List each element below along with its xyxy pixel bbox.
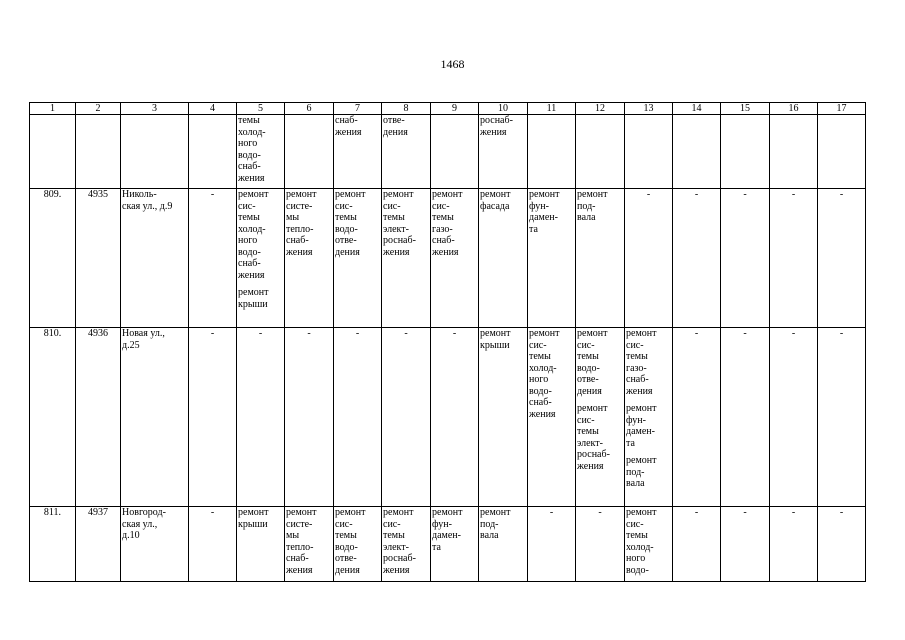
repair-work-col10 (479, 507, 528, 582)
text-line: под- (626, 466, 645, 478)
repair-item (383, 189, 429, 258)
text-line: сис- (577, 414, 595, 426)
text-line: жения (286, 564, 313, 576)
text-line: элект- (577, 437, 603, 449)
repair-item (480, 328, 526, 351)
repair-work-col10 (479, 328, 528, 507)
text-line: ремонт (383, 507, 414, 518)
repair-work-col10 (479, 189, 528, 328)
column-number-10: 10 (479, 103, 528, 115)
text-line: отве- (335, 553, 357, 564)
column-number-16: 16 (770, 103, 818, 115)
repair-item (626, 455, 671, 490)
text-line: под- (577, 200, 596, 212)
text-line: темы (335, 212, 357, 223)
text-line: ремонт (335, 507, 366, 518)
column-number-14: 14 (673, 103, 721, 115)
repair-item (335, 189, 380, 258)
text-line: холод- (238, 223, 266, 235)
text-line: дения (577, 385, 602, 397)
row-number: 811. (30, 507, 76, 582)
text-line: жения (286, 246, 313, 258)
cell (770, 115, 818, 189)
cell (528, 115, 576, 189)
column-number-17: 17 (818, 103, 866, 115)
text-line: Новгород- (122, 507, 166, 518)
repair-work-col8 (382, 189, 431, 328)
text-line: фун- (626, 414, 646, 426)
column-number-8: 8 (382, 103, 431, 115)
text-line: сис- (626, 518, 644, 530)
text-line: ремонт (238, 507, 269, 518)
text-line: снаб- (529, 397, 552, 408)
text-line: газо- (432, 223, 453, 235)
repair-item (529, 189, 574, 235)
empty-value-dash: - (721, 189, 770, 328)
repair-item (432, 189, 477, 258)
address (121, 507, 189, 582)
text-line: жения (238, 269, 265, 281)
text-line: темы (626, 351, 648, 362)
cell-col5 (237, 115, 285, 189)
text-line: роснаб- (577, 449, 610, 460)
text-line: снаб- (286, 553, 309, 564)
text-line: сис- (577, 339, 595, 351)
empty-value-dash: - (285, 328, 334, 507)
cell (576, 115, 625, 189)
text-line: жения (383, 246, 410, 258)
repair-work-col12 (576, 189, 625, 328)
text-line: сис- (335, 518, 353, 530)
repair-work-col6 (285, 189, 334, 328)
cell (121, 115, 189, 189)
text-line: Новая ул., (122, 328, 165, 339)
column-number-2: 2 (76, 103, 121, 115)
text-line: роснаб- (383, 553, 416, 564)
text-line: вала (626, 478, 645, 489)
text-line: темы (577, 351, 599, 362)
text-line: темы (529, 351, 551, 362)
text-line: ремонт (626, 507, 657, 518)
repair-schedule-table (29, 102, 866, 582)
text-line: ремонт (383, 189, 414, 200)
text-line: водо- (335, 541, 358, 553)
text-line: отве- (335, 235, 357, 246)
table-row (30, 189, 866, 328)
text-line: та (432, 541, 441, 553)
text-line: жения (480, 126, 507, 138)
cell (30, 115, 76, 189)
text-line: ремонт (480, 507, 511, 518)
empty-value-dash: - (770, 328, 818, 507)
text-line: дамен- (626, 426, 655, 437)
row-number: 810. (30, 328, 76, 507)
text-line: мы (286, 530, 300, 541)
empty-value-dash: - (770, 189, 818, 328)
text-line: фун- (432, 518, 452, 530)
building-code: 4935 (76, 189, 121, 328)
text-line: ремонт (238, 189, 269, 200)
text-line: роснаб- (480, 115, 513, 126)
cell-col8 (382, 115, 431, 189)
column-number-5: 5 (237, 103, 285, 115)
text-line: роснаб- (383, 235, 416, 246)
repair-item (286, 507, 332, 576)
repair-item (335, 507, 380, 576)
text-line: ремонт (529, 189, 560, 200)
cell (673, 115, 721, 189)
empty-value-dash: - (770, 507, 818, 582)
empty-value-dash: - (431, 328, 479, 507)
text-line: жения (383, 564, 410, 576)
text-line: темы (238, 212, 260, 223)
column-number-row (30, 103, 866, 115)
repair-work-col5 (237, 507, 285, 582)
text-line: ремонт (626, 455, 657, 466)
text-line: дамен- (432, 530, 461, 541)
repair-work-col11 (528, 328, 576, 507)
repair-item (626, 403, 671, 449)
text-line: холод- (238, 126, 266, 138)
text-line: жения (335, 126, 362, 138)
text-line: систе- (286, 200, 313, 212)
text-line: жения (432, 246, 459, 258)
empty-value-dash: - (673, 328, 721, 507)
text-line: газо- (626, 362, 647, 374)
text-line: крыши (238, 298, 268, 310)
repair-item (626, 328, 671, 397)
cell-col10 (479, 115, 528, 189)
text-line: ремонт (335, 189, 366, 200)
text-line: ремонт (626, 328, 657, 339)
repair-work-col5 (237, 189, 285, 328)
empty-value-dash: - (721, 328, 770, 507)
text-line: темы (383, 212, 405, 223)
text-line: сис- (238, 200, 256, 212)
cell (818, 115, 866, 189)
address (121, 189, 189, 328)
repair-item (238, 287, 283, 310)
text-line: жения (238, 172, 265, 184)
repair-item (577, 403, 623, 472)
text-line: жения (529, 408, 556, 420)
column-number-7: 7 (334, 103, 382, 115)
text-line: ская ул., д.9 (122, 200, 173, 212)
text-line: темы (432, 212, 454, 223)
text-line: тепло- (286, 541, 314, 553)
text-line: снаб- (335, 115, 358, 126)
repair-item (238, 189, 283, 281)
repair-work-col13 (625, 507, 673, 582)
text-line: тепло- (286, 223, 314, 235)
text-line: ного (238, 138, 258, 149)
repair-item (383, 507, 429, 576)
text-line: сис- (383, 200, 401, 212)
text-line: снаб- (626, 374, 649, 385)
text-line: мы (286, 212, 300, 223)
text-line: жения (626, 385, 653, 397)
text-line: ская ул., (122, 518, 158, 530)
text-line: ного (238, 235, 258, 246)
repair-item (480, 507, 526, 542)
text-line: отве- (383, 115, 405, 126)
repair-work-col12 (576, 328, 625, 507)
repair-item (529, 328, 574, 420)
text-line: та (529, 223, 538, 235)
text-line: дения (335, 564, 360, 576)
text-line: водо- (577, 362, 600, 374)
text-line: сис- (529, 339, 547, 351)
text-line: фун- (529, 200, 549, 212)
repair-work-col9 (431, 507, 479, 582)
column-number-9: 9 (431, 103, 479, 115)
text-line: ремонт (577, 189, 608, 200)
repair-item (286, 189, 332, 258)
text-line: темы (577, 426, 599, 437)
text-line: водо- (238, 246, 261, 258)
text-line: сис- (626, 339, 644, 351)
text-line: холод- (529, 362, 557, 374)
empty-value-dash: - (673, 507, 721, 582)
empty-value-dash: - (818, 189, 866, 328)
column-number-4: 4 (189, 103, 237, 115)
empty-value-dash: - (237, 328, 285, 507)
cell (721, 115, 770, 189)
text-line: ремонт (238, 287, 269, 298)
text-line: сис- (335, 200, 353, 212)
cell (76, 115, 121, 189)
text-line: ремонт (529, 328, 560, 339)
text-line: ремонт (286, 507, 317, 518)
text-line: ного (529, 374, 549, 385)
repair-work-col7 (334, 189, 382, 328)
text-line: д.10 (122, 530, 140, 541)
text-line: дамен- (529, 212, 558, 223)
text-line: Николь- (122, 189, 157, 200)
building-code: 4937 (76, 507, 121, 582)
text-line: элект- (383, 541, 409, 553)
text-line: темы (238, 115, 260, 126)
text-line: водо- (335, 223, 358, 235)
text-line: отве- (577, 374, 599, 385)
text-line: та (626, 437, 635, 449)
text-line: ного (626, 553, 646, 564)
text-line: крыши (238, 518, 268, 530)
text-line: темы (335, 530, 357, 541)
repair-work-col6 (285, 507, 334, 582)
column-number-3: 3 (121, 103, 189, 115)
text-line: ремонт (432, 507, 463, 518)
repair-work-col7 (334, 507, 382, 582)
page-number: 1468 (440, 57, 465, 71)
text-line: снаб- (286, 235, 309, 246)
text-line: ремонт (577, 328, 608, 339)
repair-work-col9 (431, 189, 479, 328)
cell-col7 (334, 115, 382, 189)
repair-item (626, 507, 671, 576)
cell (189, 115, 237, 189)
text-line: холод- (626, 541, 654, 553)
repair-item (432, 507, 477, 553)
text-line: д.25 (122, 339, 140, 351)
text-line: снаб- (432, 235, 455, 246)
text-line: элект- (383, 223, 409, 235)
text-line: ремонт (286, 189, 317, 200)
empty-value-dash: - (818, 328, 866, 507)
text-line: ремонт (577, 403, 608, 414)
column-number-12: 12 (576, 103, 625, 115)
text-line: ремонт (480, 189, 511, 200)
address (121, 328, 189, 507)
text-line: ремонт (432, 189, 463, 200)
text-line: дения (383, 126, 408, 138)
repair-work-col13 (625, 328, 673, 507)
column-number-15: 15 (721, 103, 770, 115)
column-number-13: 13 (625, 103, 673, 115)
text-line: вала (480, 530, 499, 541)
empty-value-dash: - (673, 189, 721, 328)
building-code: 4936 (76, 328, 121, 507)
text-line: снаб- (238, 258, 261, 269)
repair-work-col11 (528, 189, 576, 328)
text-line: ремонт (626, 403, 657, 414)
empty-value-dash: - (189, 189, 237, 328)
text-line: дения (335, 246, 360, 258)
empty-value-dash: - (382, 328, 431, 507)
repair-item (577, 189, 623, 224)
text-line: темы (626, 530, 648, 541)
column-number-6: 6 (285, 103, 334, 115)
repair-item (238, 507, 283, 530)
repair-item (480, 189, 526, 212)
table-row (30, 507, 866, 582)
text-line: водо- (529, 385, 552, 397)
cell (285, 115, 334, 189)
row-number: 809. (30, 189, 76, 328)
column-number-1: 1 (30, 103, 76, 115)
text-line: ремонт (480, 328, 511, 339)
text-line: под- (480, 518, 499, 530)
text-line: жения (577, 460, 604, 472)
text-line: водо- (626, 564, 649, 576)
text-line: вала (577, 212, 596, 223)
cell (431, 115, 479, 189)
empty-value-dash: - (721, 507, 770, 582)
text-line: сис- (432, 200, 450, 212)
text-line: темы (383, 530, 405, 541)
empty-value-dash: - (334, 328, 382, 507)
empty-value-dash: - (189, 507, 237, 582)
text-line: сис- (383, 518, 401, 530)
text-line: систе- (286, 518, 313, 530)
cell (625, 115, 673, 189)
empty-value-dash: - (576, 507, 625, 582)
text-line: крыши (480, 339, 510, 351)
repair-work-col8 (382, 507, 431, 582)
repair-item (577, 328, 623, 397)
column-number-11: 11 (528, 103, 576, 115)
text-line: фасада (480, 200, 510, 212)
empty-value-dash: - (818, 507, 866, 582)
empty-value-dash: - (625, 189, 673, 328)
table-row (30, 328, 866, 507)
text-line: водо- (238, 149, 261, 161)
text-line: снаб- (238, 161, 261, 172)
empty-value-dash: - (189, 328, 237, 507)
empty-value-dash: - (528, 507, 576, 582)
continuation-row (30, 115, 866, 189)
